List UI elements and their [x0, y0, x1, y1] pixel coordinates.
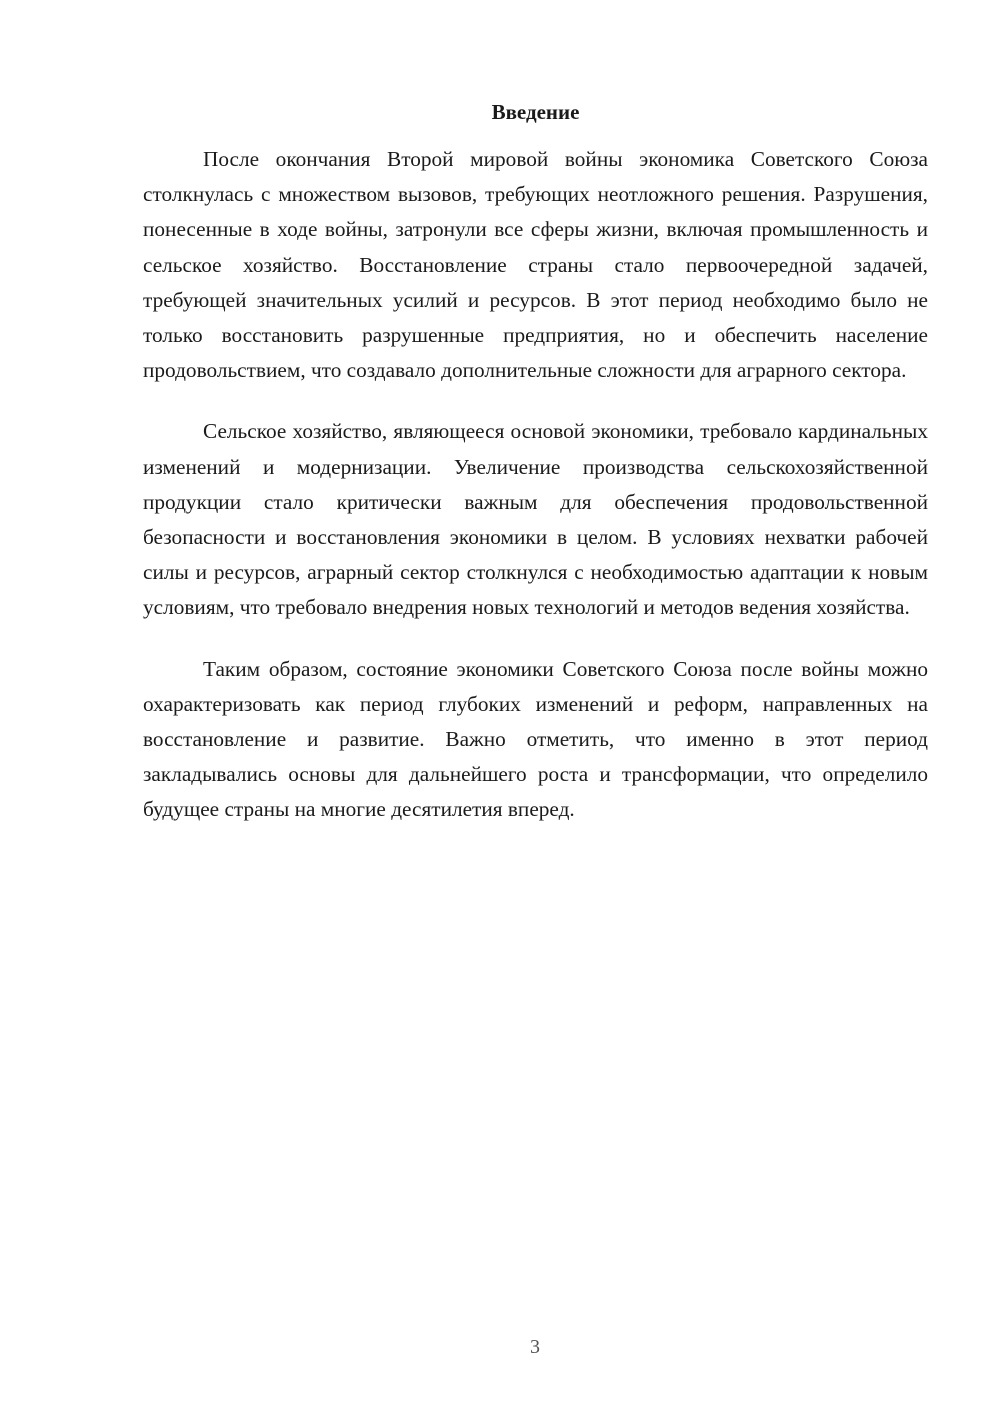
section-heading: Введение [491, 100, 580, 124]
body-text [143, 142, 928, 854]
paragraph-3: Таким образом, состояние экономики Советского Союза после войны можно охарактеризовать как период глубоких изменений и реформ, направленных на восстановление и развитие. Важно отметить, что именно в этот период закладывались основы для дальнейшего роста и трансформации, что определило будущее страны на многие десятилетия вперед. [143, 656, 928, 822]
paragraph-1: После окончания Второй мировой войны экономика Советского Союза столкнулась с множеством вызовов, требующих неотложного решения. Разрушения, понесенные в ходе войны, затронули все сферы жизни, включая промышленность и сельское хозяйство. Восстановление страны стало первоочередной задачей, требующей значительных усилий и ресурсов. В этот период необходимо было не только восстановить разрушенные предприятия, но и обеспечить население продовольствием, что создавало дополнительные сложности для аграрного сектора. [143, 147, 928, 383]
paragraph-2: Сельское хозяйство, являющееся основой экономики, требовало кардинальных изменений и модернизации. Увеличение производства сельскохозяйственной продукции стало критически важным для обеспечения продовольственной безопасности и восстановления экономики в целом. В условиях нехватки рабочей силы и ресурсов, аграрный сектор столкнулся с необходимостью адаптации к новым условиям, что требовало внедрения новых технологий и методов ведения хозяйства. [143, 419, 928, 620]
page-number: 3 [530, 1336, 540, 1358]
